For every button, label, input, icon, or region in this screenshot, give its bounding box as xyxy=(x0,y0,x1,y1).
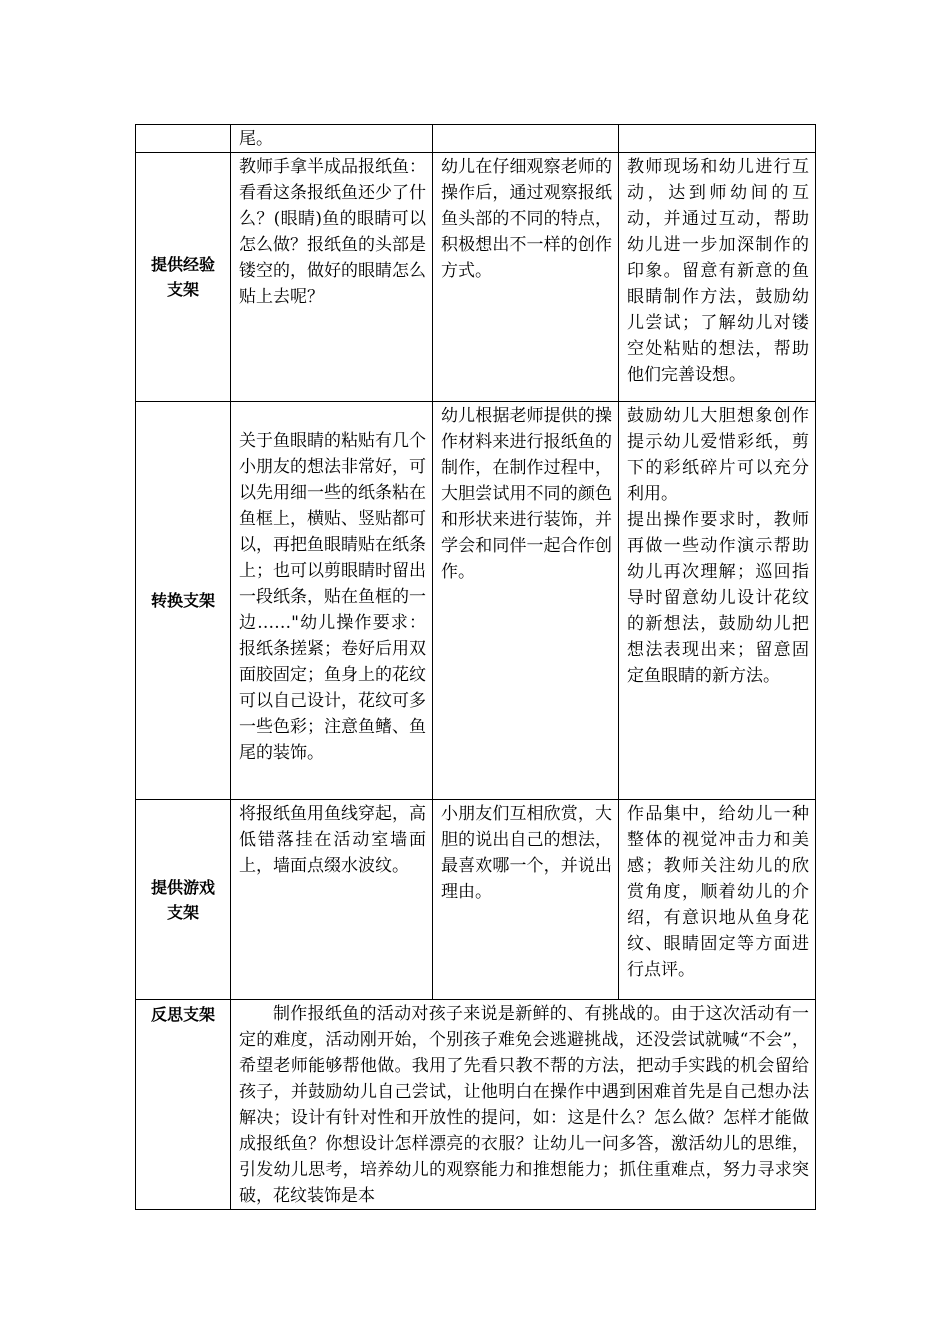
row-header: 提供游戏 支架 xyxy=(136,800,231,1000)
strategy-cell: 将报纸鱼用鱼线穿起，高低错落挂在活动室墙面上，墙面点缀水波纹。 xyxy=(231,800,433,1000)
child-response-cell: 幼儿在仔细观察老师的操作后，通过观察报纸鱼头部的不同的特点，积极想出不一样的创作方式。 xyxy=(433,153,619,402)
teacher-note-cell: 作品集中，给幼儿一种整体的视觉冲击力和美感；教师关注幼儿的欣赏角度，顺着幼儿的介绍，有意识地从鱼身花纹、眼睛固定等方面进行点评。 xyxy=(619,800,816,1000)
teacher-note-cell: 教师现场和幼儿进行互动，达到师幼间的互动，并通过互动，帮助幼儿进一步加深制作的印象。留意有新意的鱼眼睛制作方法，鼓励幼儿尝试；了解幼儿对镂空处粘贴的想法，帮助他们完善设想。 xyxy=(619,153,816,402)
row-header: 转换支架 xyxy=(136,402,231,800)
table-row xyxy=(136,153,816,402)
strategy-cell: 尾。 xyxy=(231,125,433,153)
reflection-header: 反思支架 xyxy=(136,1000,231,1210)
child-response-cell xyxy=(433,125,619,153)
child-response-cell: 小朋友们互相欣赏，大胆的说出自己的想法，最喜欢哪一个，并说出理由。 xyxy=(433,800,619,1000)
row-header xyxy=(136,125,231,153)
teacher-note-cell: 鼓励幼儿大胆想象创作提示幼儿爱惜彩纸，剪下的彩纸碎片可以充分利用。 提出操作要求时，教师再做一些动作演示帮助幼儿再次理解；巡回指导时留意幼儿设计花纹的新想法，鼓励幼儿把想法表现出来；留意固定鱼眼睛的新方法。 xyxy=(619,402,816,800)
lesson-table xyxy=(135,124,816,1210)
child-response-cell: 幼儿根据老师提供的操作材料来进行报纸鱼的制作，在制作过程中，大胆尝试用不同的颜色和形状来进行装饰，并学会和同伴一起合作创作。 xyxy=(433,402,619,800)
reflection-text: 制作报纸鱼的活动对孩子来说是新鲜的、有挑战的。由于这次活动有一定的难度，活动刚开始，个别孩子难免会逃避挑战，还没尝试就喊“不会”，希望老师能够帮他做。我用了先看只教不帮的方法，把动手实践的机会留给孩子，并鼓励幼儿自己尝试，让他明白在操作中遇到困难首先是自己想办法解决；设计有针对性和开放性的提问，如：这是什么？怎么做？怎样才能做成报纸鱼？你想设计怎样漂亮的衣服？让幼儿一问多答，激活幼儿的思维，引发幼儿思考，培养幼儿的观察能力和推想能力；抓住重难点，努力寻求突破，花纹装饰是本 xyxy=(231,1000,816,1210)
row-header: 提供经验 支架 xyxy=(136,153,231,402)
strategy-cell: 教师手拿半成品报纸鱼：看看这条报纸鱼还少了什么？(眼睛)鱼的眼睛可以怎么做？报纸鱼的头部是镂空的，做好的眼睛怎么贴上去呢？ xyxy=(231,153,433,402)
strategy-cell: 关于鱼眼睛的粘贴有几个小朋友的想法非常好，可以先用细一些的纸条粘在鱼框上，横贴、竖贴都可以，再把鱼眼睛贴在纸条上；也可以剪眼睛时留出一段纸条，贴在鱼框的一边……"幼儿操作要求：报纸条搓紧；卷好后用双面胶固定；鱼身上的花纹可以自己设计，花纹可多一些色彩；注意鱼鳍、鱼尾的装饰。 xyxy=(231,402,433,800)
teacher-note-cell xyxy=(619,125,816,153)
reflection-row xyxy=(136,1000,816,1210)
table-row xyxy=(136,800,816,1000)
table-row xyxy=(136,402,816,800)
table-row xyxy=(136,125,816,153)
